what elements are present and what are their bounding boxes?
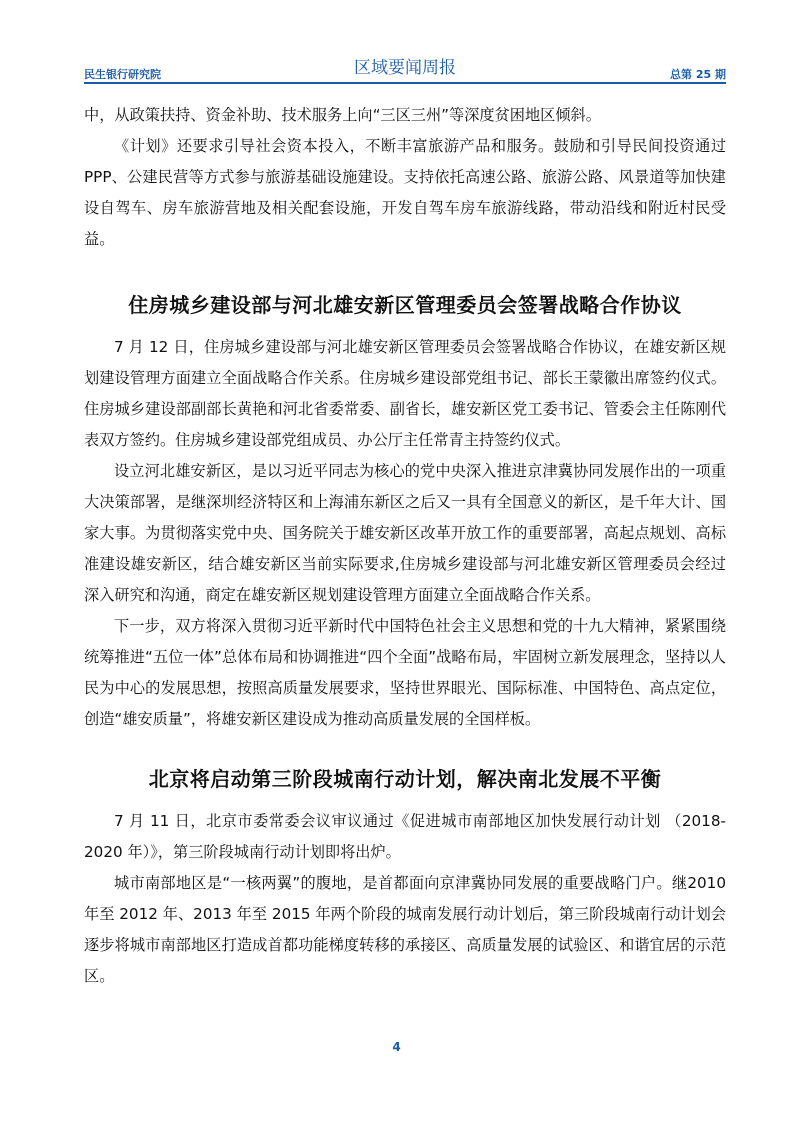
section-2-paragraph-1: 7 月 11 日，北京市委常委会议审议通过《促进城市南部地区加快发展行动计划 （2018-2020 年）》，第三阶段城南行动计划即将出炉。 bbox=[84, 812, 726, 861]
section-1-paragraph-1: 7 月 12 日，住房城乡建设部与河北雄安新区管理委员会签署战略合作协议，在雄安新区规划建设管理方面建立全面战略合作关系。住房城乡建设部党组书记、部长王蒙徽出席签约仪式。住房城乡建设部副部长黄艳和河北省委常委、副省长，雄安新区党工委书记、管委会主任陈刚代表双方签约。住房城乡建设部党组成员、办公厅主任常青主持签约仪式。 bbox=[84, 338, 726, 449]
section-2-heading: 北京将启动第三阶段城南行动计划，解决南北发展不平衡 bbox=[148, 767, 662, 791]
issue-number: 总第 25 期 bbox=[670, 68, 726, 81]
page-body bbox=[84, 100, 726, 992]
section-2-paragraph-2: 城市南部地区是“一核两翼”的腹地，是首都面向京津冀协同发展的重要战略门户。继2010 年至 2012 年、2013 年至 2015 年两个阶段的城南发展行动计划后，第三阶段城南行动计划会逐步将城市南部地区打造成首都功能梯度转移的承接区、高质量发展的试验区、和谐宜居的示范区。 bbox=[84, 874, 726, 985]
intro-paragraph-1: 中，从政策扶持、资金补助、技术服务上向“三区三州”等深度贫困地区倾斜。 bbox=[84, 106, 601, 124]
header-divider bbox=[84, 82, 726, 84]
page-number: 4 bbox=[392, 1040, 401, 1054]
section-1-paragraph-2: 设立河北雄安新区，是以习近平同志为核心的党中央深入推进京津冀协同发展作出的一项重大决策部署，是继深圳经济特区和上海浦东新区之后又一具有全国意义的新区，是千年大计、国家大事。为贯彻落实党中央、国务院关于雄安新区改革开放工作的重要部署，高起点规划、高标准建设雄安新区，结合雄安新区当前实际要求,住房城乡建设部与河北雄安新区管理委员会经过深入研究和沟通，商定在雄安新区规划建设管理方面建立全面战略合作关系。 bbox=[84, 462, 726, 604]
section-1-paragraph-3: 下一步，双方将深入贯彻习近平新时代中国特色社会主义思想和党的十九大精神，紧紧围绕统筹推进“五位一体”总体布局和协调推进“四个全面”战略布局，牢固树立新发展理念，坚持以人民为中心的发展思想，按照高质量发展要求，坚持世界眼光、国际标准、中国特色、高点定位，创造“雄安质量”，将雄安新区建设成为推动高质量发展的全国样板。 bbox=[84, 617, 726, 728]
intro-paragraph-2: 《计划》还要求引导社会资本投入，不断丰富旅游产品和服务。鼓励和引导民间投资通过PPP、公建民营等方式参与旅游基础设施建设。支持依托高速公路、旅游公路、风景道等加快建设自驾车、房车旅游营地及相关配套设施，开发自驾车房车旅游线路，带动沿线和附近村民受益。 bbox=[84, 137, 726, 248]
page-header bbox=[84, 50, 726, 82]
publisher-name: 民生银行研究院 bbox=[84, 68, 161, 81]
section-1-heading: 住房城乡建设部与河北雄安新区管理委员会签署战略合作协议 bbox=[128, 293, 682, 317]
report-title: 区域要闻周报 bbox=[354, 58, 456, 78]
